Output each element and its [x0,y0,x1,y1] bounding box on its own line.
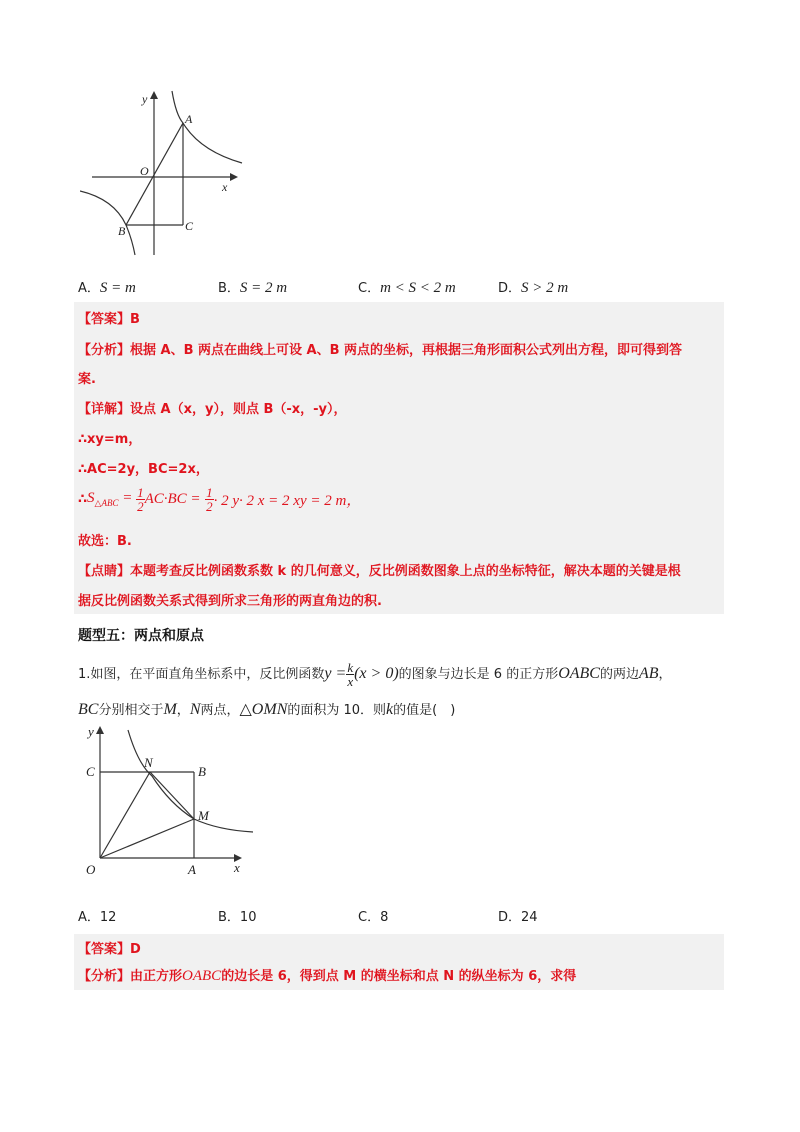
label-b: B [118,224,126,238]
x-axis-arrow [230,173,238,181]
comment-line-2: 据反比例函数关系式得到所求三角形的两直角边的积. [78,594,382,609]
fraction-k-over-x: $\frac{k}{x}$ [347,660,354,689]
segment-om [100,819,194,858]
label-c: C [86,764,95,779]
fraction-half-2: $\frac{1}{2}$ [206,485,213,514]
option-a: A．S = m [78,280,136,296]
label-m: M [198,808,209,823]
label-c: C [185,219,194,233]
answer-line: 【答案】D [78,942,141,957]
detail-line-2: ∴xy=m， [78,432,142,447]
label-a: A [185,112,193,126]
label-y: y [142,92,148,106]
options-question-1 [78,277,718,297]
segment-mn [150,772,194,819]
label-b: B [198,764,206,779]
label-o: O [140,164,149,178]
segment-on [100,772,150,858]
figure-square-hyperbola [78,724,268,884]
option-d: D．S > 2 m [498,280,569,296]
options-question-2 [78,906,718,926]
label-x: x [222,180,228,194]
analysis-line: 【分析】由正方形OABC的边长是 6，得到点 M 的横坐标和点 N 的纵坐标为 6，求得 [78,968,577,984]
hyperbola-curve [128,730,253,832]
label-x: x [234,860,240,875]
question-2-line-2: BC分别相交于M，N两点，△OMN的面积为 10．则k的值是( ) [78,701,456,718]
choose-line: 故选：B. [78,534,132,549]
detail-formula-line: $\therefore S_{\triangle ABC}$ = $\frac{1}{2}$ AC·BC = $\frac{1}{2}$ · 2 y· 2 x = 2 xy = 2 m， [78,485,362,514]
option-b: B．S = 2 m [218,280,288,296]
option-c: C．m < S < 2 m [358,280,456,296]
label-a: A [188,862,196,877]
fraction-half-1: $\frac{1}{2}$ [137,485,144,514]
y-axis-arrow [150,91,158,99]
label-o: O [86,862,96,877]
answer-block-1 [74,302,724,614]
label-y: y [88,724,94,739]
detail-line-3: ∴AC=2y，BC=2x， [78,462,209,477]
section-title: 题型五：两点和原点 [78,628,204,644]
comment-line-1: 【点睛】本题考查反比例函数系数 k 的几何意义，反比例函数图象上点的坐标特征，解决本题的关键是根 [78,564,681,579]
answer-line: 【答案】B [78,312,140,327]
option-d: D．24 [498,910,538,925]
label-n: N [144,755,153,770]
detail-line-1: 【详解】设点 A（x，y），则点 B（-x，-y）， [78,402,347,417]
option-a: A．12 [78,910,117,925]
y-axis-arrow [96,726,104,734]
option-c: C．8 [358,910,389,925]
question-2-line-1: 1.如图，在平面直角坐标系中，反比例函数y = $\frac{k}{x}$ (x > 0)的图象与边长是 6 的正方形OABC的两边AB， [78,660,672,689]
analysis-line-2: 案. [78,372,96,387]
answer-block-2 [74,934,724,990]
analysis-line-1: 【分析】根据 A、B 两点在曲线上可设 A、B 两点的坐标，再根据三角形面积公式列出方程，即可得到答 [78,343,683,358]
option-b: B．10 [218,910,257,925]
figure-hyperbola-triangle [80,85,250,265]
